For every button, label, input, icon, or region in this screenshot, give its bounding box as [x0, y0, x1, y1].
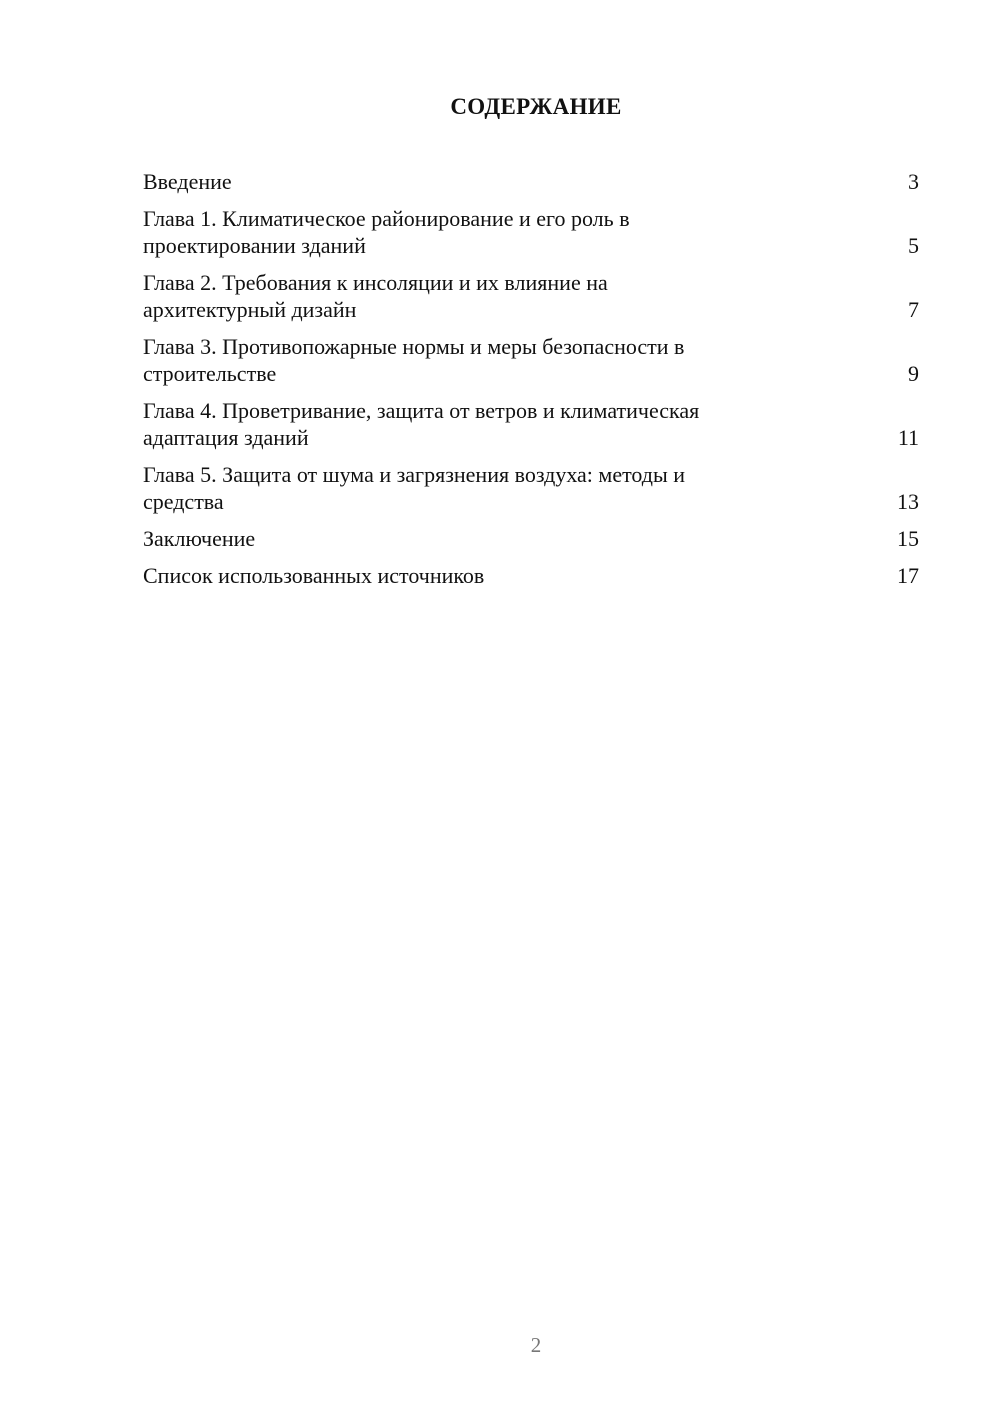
toc-page-number: 5 — [908, 233, 919, 258]
table-of-contents — [143, 168, 919, 599]
page-number: 2 — [530, 1333, 542, 1357]
toc-page-number: 15 — [897, 526, 919, 551]
toc-entry-chapter-4 — [143, 397, 919, 451]
toc-entry-text — [143, 269, 793, 323]
toc-page-number: 9 — [908, 361, 919, 386]
toc-entry-conclusion — [143, 525, 919, 552]
page-title: СОДЕРЖАНИЕ — [450, 94, 622, 119]
toc-entry-line: адаптация зданий — [143, 425, 309, 450]
toc-entry-line: Глава 3. Противопожарные нормы и меры безопасности в — [143, 334, 685, 359]
toc-entry-line: Глава 2. Требования к инсоляции и их влияние на — [143, 270, 608, 295]
toc-entry-text — [143, 461, 793, 515]
toc-page-number: 7 — [908, 297, 919, 322]
toc-entry-line: архитектурный дизайн — [143, 297, 357, 322]
toc-entry-line: Введение — [143, 169, 232, 194]
toc-entry-chapter-2 — [143, 269, 919, 323]
toc-entry-text — [143, 397, 793, 451]
toc-entry-references — [143, 562, 919, 589]
toc-entry-line: проектировании зданий — [143, 233, 366, 258]
toc-entry-line: Список использованных источников — [143, 563, 485, 588]
toc-entry-line: средства — [143, 489, 224, 514]
toc-entry-chapter-1 — [143, 205, 919, 259]
toc-page-number: 13 — [897, 489, 919, 514]
toc-entry-line: Глава 4. Проветривание, защита от ветров и климатическая — [143, 398, 700, 423]
toc-entry-line: Глава 1. Климатическое районирование и его роль в — [143, 206, 630, 231]
toc-entry-chapter-5 — [143, 461, 919, 515]
toc-entry-text — [143, 562, 793, 589]
toc-page-number: 3 — [908, 169, 919, 194]
toc-entry-introduction — [143, 168, 919, 195]
toc-entry-line: строительстве — [143, 361, 277, 386]
toc-page-number: 11 — [897, 425, 919, 450]
toc-entry-text — [143, 168, 793, 195]
toc-entry-line: Заключение — [143, 526, 256, 551]
toc-page-number: 17 — [897, 563, 919, 588]
toc-entry-chapter-3 — [143, 333, 919, 387]
toc-entry-text — [143, 525, 793, 552]
toc-entry-line: Глава 5. Защита от шума и загрязнения воздуха: методы и — [143, 462, 686, 487]
toc-entry-text — [143, 333, 793, 387]
toc-entry-text — [143, 205, 793, 259]
